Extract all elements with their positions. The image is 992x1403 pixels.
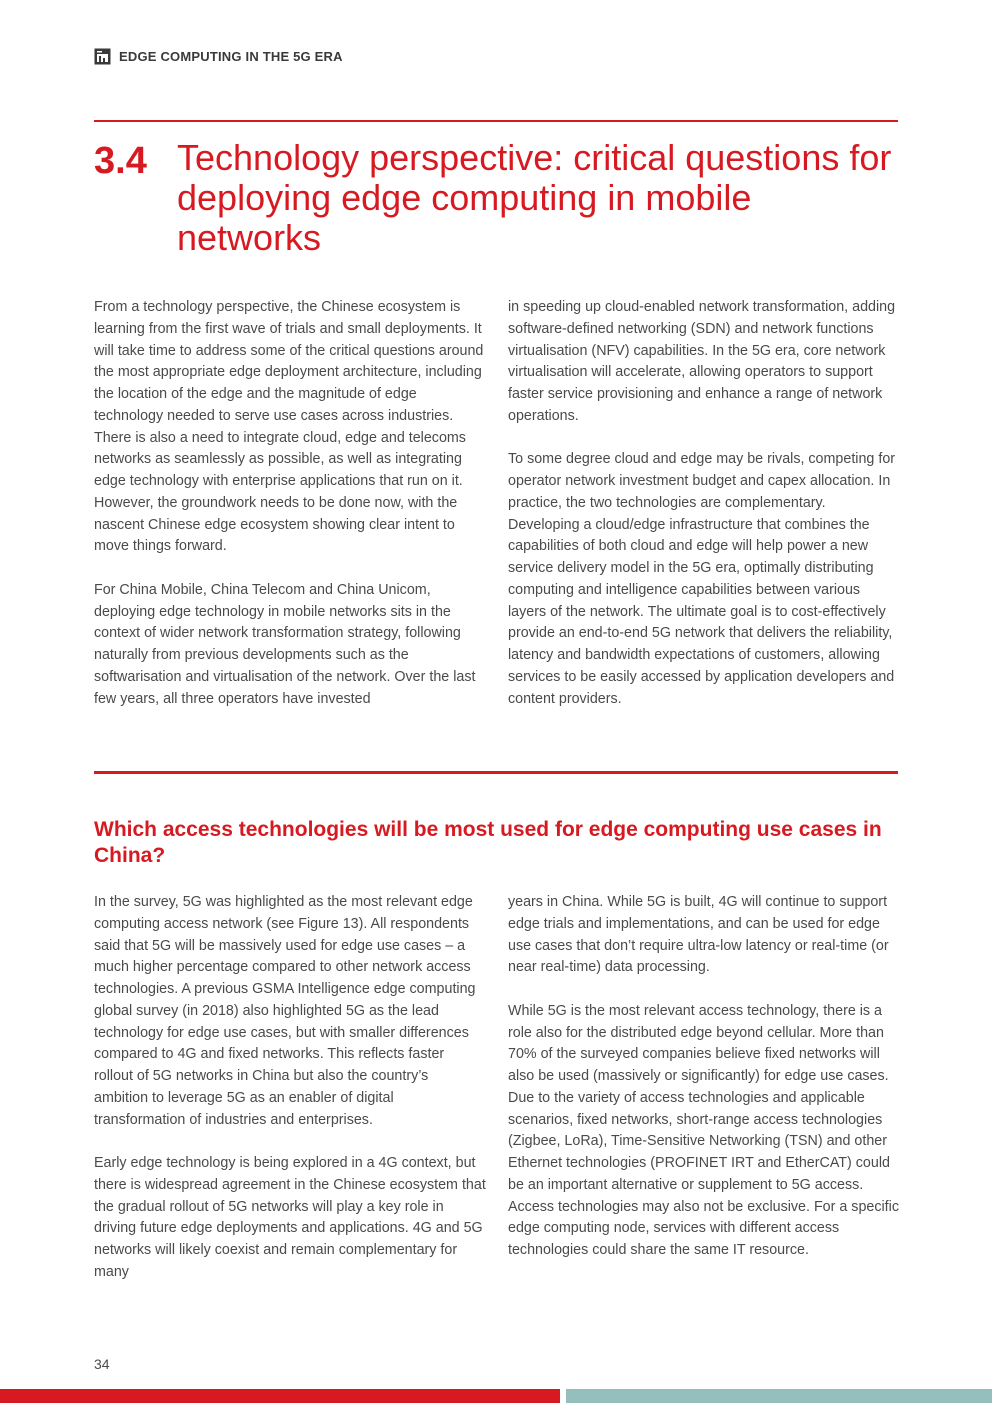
footer-bar-teal: [566, 1389, 992, 1403]
section-title: Technology perspective: critical questions for deploying edge computing in mobile networks: [177, 137, 892, 258]
section-number: 3.4: [94, 140, 147, 182]
section2-right-column: [508, 892, 900, 1262]
paragraph: For China Mobile, China Telecom and China Unicom, deploying edge technology in mobile networks sits in the context of wider network transformation strategy, following naturally from previous developments such as the softwarisation and virtualisation of the network. Over the last few years, all three operators have invested: [94, 581, 476, 707]
running-header: [94, 48, 343, 65]
paragraph: In the survey, 5G was highlighted as the most relevant edge computing access network (see Figure 13). All respondents said that 5G will be massively used for edge use cases – a much higher percentage compared to other network access technologies. A previous GSMA Intelligence edge computing global survey (in 2018) also highlighted 5G as the lead technology for edge use cases, but with smaller differences compared to 4G and fixed networks. This reflects faster rollout of 5G networks in China but also the country’s ambition to leverage 5G as an enabler of digital transformation of industries and enterprises.: [94, 894, 476, 1128]
section1-right-column: [508, 297, 900, 710]
section-top-rule: [94, 120, 898, 122]
subsection-heading: Which access technologies will be most used for edge computing use cases in China?: [94, 818, 882, 867]
section2-left-column: [94, 892, 486, 1284]
section1-left-column: [94, 297, 486, 710]
section-divider-rule: [94, 771, 898, 774]
paragraph: From a technology perspective, the Chinese ecosystem is learning from the first wave of trials and small deployments. It will take time to address some of the critical questions around the most appropriate edge deployment architecture, including the location of the edge and the magnitude of edge technology needed to serve use cases across industries. There is also a need to integrate cloud, edge and telecoms networks as seamlessly as possible, as well as integrating edge technology with enterprise applications that run on it. However, the groundwork needs to be done now, with the nascent Chinese edge ecosystem showing clear intent to move things forward.: [94, 299, 484, 555]
header-title: EDGE COMPUTING IN THE 5G ERA: [119, 49, 343, 64]
footer-bar-red: [0, 1389, 560, 1403]
paragraph: Early edge technology is being explored in a 4G context, but there is widespread agreement in the Chinese ecosystem that the gradual rollout of 5G networks will play a key role in driving future edge deployments and applications. 4G and 5G networks will likely coexist and remain complementary for many: [94, 1155, 486, 1280]
report-logo-icon: [94, 48, 111, 65]
paragraph: While 5G is the most relevant access technology, there is a role also for the distributed edge beyond cellular. More than 70% of the surveyed companies believe fixed networks will also be used (massively or significantly) for edge use cases. Due to the variety of access technologies and applicable scenarios, fixed networks, short-range access technologies (Zigbee, LoRa), Time-Sensitive Networking (TSN) and other Ethernet technologies (PROFINET IRT and EtherCAT) could be an important alternative or supplement to 5G access. Access technologies may also not be exclusive. For a specific edge computing node, services with different access technologies could share the same IT resource.: [508, 1002, 899, 1258]
paragraph: To some degree cloud and edge may be rivals, competing for operator network investment budget and capex allocation. In practice, the two technologies are complementary. Developing a cloud/edge infrastructure that combines the capabilities of both cloud and edge will help power a new service delivery model in the 5G era, optimally distributing computing and intelligence capabilities between various layers of the network. The ultimate goal is to cost-effectively provide an end-to-end 5G network that delivers the reliability, latency and bandwidth expectations of customers, allowing services to be easily accessed by application developers and content providers.: [508, 451, 896, 707]
paragraph: years in China. While 5G is built, 4G will continue to support edge trials and implementations, and can be used for edge use cases that don’t require ultra-low latency or real-time (or near real-time) data processing.: [508, 894, 889, 976]
paragraph: in speeding up cloud-enabled network transformation, adding software-defined networking (SDN) and network functions virtualisation (NFV) capabilities. In the 5G era, core network virtualisation will accelerate, allowing operators to support faster service provisioning and enhance a range of network operations.: [508, 299, 896, 424]
page-number: 34: [94, 1356, 110, 1372]
